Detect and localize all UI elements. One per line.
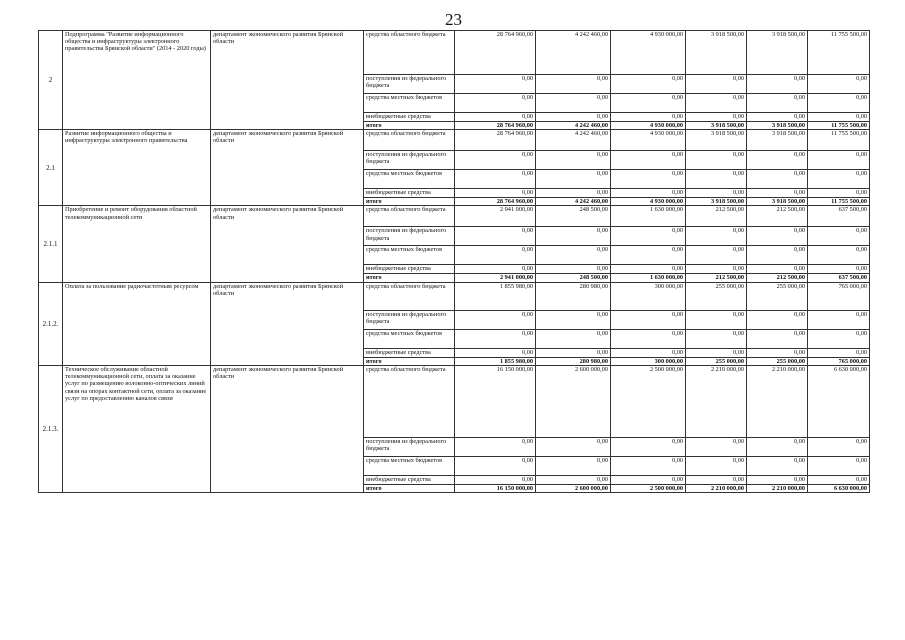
amount-cell: 4 242 460,00 — [536, 198, 611, 206]
amount-cell: 0,00 — [686, 437, 747, 456]
funding-source: средства областного бюджета — [364, 365, 455, 437]
budget-row — [39, 282, 870, 310]
amount-cell: 0,00 — [455, 189, 536, 198]
amount-cell: 280 980,00 — [536, 357, 611, 365]
amount-cell: 0,00 — [536, 437, 611, 456]
amount-cell: 28 764 960,00 — [455, 130, 536, 151]
amount-cell: 0,00 — [808, 310, 870, 329]
funding-source: средства областного бюджета — [364, 206, 455, 227]
amount-cell: 1 630 000,00 — [611, 274, 686, 282]
amount-cell: 0,00 — [611, 310, 686, 329]
amount-cell: 1 855 980,00 — [455, 357, 536, 365]
amount-cell: 0,00 — [686, 456, 747, 475]
funding-source: средства местных бюджетов — [364, 246, 455, 265]
funding-source: внебюджетные средства — [364, 113, 455, 122]
amount-cell: 0,00 — [536, 329, 611, 348]
budget-table — [38, 30, 870, 493]
funding-source: итого — [364, 198, 455, 206]
amount-cell: 0,00 — [611, 94, 686, 113]
funding-source: поступления из федерального бюджета — [364, 310, 455, 329]
amount-cell: 0,00 — [611, 437, 686, 456]
amount-cell: 0,00 — [611, 75, 686, 94]
amount-cell: 0,00 — [747, 227, 808, 246]
amount-cell: 0,00 — [747, 246, 808, 265]
amount-cell: 0,00 — [611, 151, 686, 170]
amount-cell: 0,00 — [747, 75, 808, 94]
funding-source: внебюджетные средства — [364, 348, 455, 357]
amount-cell: 0,00 — [808, 475, 870, 484]
amount-cell: 4 930 000,00 — [611, 130, 686, 151]
amount-cell: 0,00 — [747, 456, 808, 475]
amount-cell: 0,00 — [808, 189, 870, 198]
funding-source: итого — [364, 274, 455, 282]
amount-cell: 0,00 — [686, 94, 747, 113]
amount-cell: 0,00 — [611, 246, 686, 265]
amount-cell: 6 630 000,00 — [808, 365, 870, 437]
amount-cell: 2 500 000,00 — [611, 484, 686, 492]
amount-cell: 0,00 — [611, 113, 686, 122]
amount-cell: 0,00 — [611, 170, 686, 189]
amount-cell: 3 918 500,00 — [686, 130, 747, 151]
amount-cell: 212 500,00 — [747, 206, 808, 227]
amount-cell: 0,00 — [686, 348, 747, 357]
funding-source: итого — [364, 122, 455, 130]
amount-cell: 4 242 460,00 — [536, 31, 611, 75]
amount-cell: 2 210 000,00 — [686, 365, 747, 437]
amount-cell: 255 000,00 — [747, 282, 808, 310]
amount-cell: 0,00 — [747, 310, 808, 329]
amount-cell: 0,00 — [808, 170, 870, 189]
amount-cell: 0,00 — [747, 329, 808, 348]
amount-cell: 0,00 — [455, 94, 536, 113]
amount-cell: 765 000,00 — [808, 357, 870, 365]
item-executor: департамент экономического развития Брянской области — [211, 206, 364, 282]
amount-cell: 0,00 — [536, 246, 611, 265]
amount-cell: 0,00 — [808, 437, 870, 456]
amount-cell: 0,00 — [611, 227, 686, 246]
amount-cell: 3 918 500,00 — [747, 130, 808, 151]
amount-cell: 4 930 000,00 — [611, 122, 686, 130]
amount-cell: 0,00 — [686, 170, 747, 189]
amount-cell: 28 764 960,00 — [455, 198, 536, 206]
amount-cell: 28 764 960,00 — [455, 31, 536, 75]
amount-cell: 0,00 — [536, 310, 611, 329]
amount-cell: 0,00 — [747, 170, 808, 189]
funding-source: внебюджетные средства — [364, 475, 455, 484]
amount-cell: 0,00 — [455, 348, 536, 357]
amount-cell: 0,00 — [808, 456, 870, 475]
amount-cell: 6 630 000,00 — [808, 484, 870, 492]
amount-cell: 11 755 500,00 — [808, 31, 870, 75]
amount-cell: 0,00 — [808, 348, 870, 357]
amount-cell: 0,00 — [686, 265, 747, 274]
item-name: Развитие информационного общества и инфраструктуры электронного правительства — [63, 130, 211, 206]
amount-cell: 0,00 — [686, 329, 747, 348]
amount-cell: 0,00 — [747, 348, 808, 357]
amount-cell: 0,00 — [808, 94, 870, 113]
amount-cell: 0,00 — [686, 113, 747, 122]
funding-source: итого — [364, 357, 455, 365]
item-executor: департамент экономического развития Брянской области — [211, 365, 364, 492]
amount-cell: 0,00 — [455, 246, 536, 265]
amount-cell: 2 210 000,00 — [686, 484, 747, 492]
amount-cell: 3 918 500,00 — [686, 31, 747, 75]
amount-cell: 0,00 — [747, 475, 808, 484]
amount-cell: 0,00 — [455, 265, 536, 274]
amount-cell: 0,00 — [536, 348, 611, 357]
funding-source: поступления из федерального бюджета — [364, 227, 455, 246]
amount-cell: 0,00 — [686, 475, 747, 484]
amount-cell: 0,00 — [536, 456, 611, 475]
amount-cell: 0,00 — [808, 329, 870, 348]
funding-source: средства местных бюджетов — [364, 329, 455, 348]
amount-cell: 0,00 — [536, 151, 611, 170]
amount-cell: 2 600 000,00 — [536, 484, 611, 492]
amount-cell: 765 000,00 — [808, 282, 870, 310]
budget-row — [39, 206, 870, 227]
amount-cell: 0,00 — [455, 170, 536, 189]
amount-cell: 0,00 — [455, 227, 536, 246]
amount-cell: 3 918 500,00 — [686, 198, 747, 206]
amount-cell: 0,00 — [536, 475, 611, 484]
amount-cell: 0,00 — [808, 265, 870, 274]
amount-cell: 0,00 — [611, 475, 686, 484]
amount-cell: 0,00 — [808, 75, 870, 94]
amount-cell: 0,00 — [686, 189, 747, 198]
item-name: Подпрограмма "Развитие информационного общества и инфраструктуры электронного правительства Брянской области" (2014 - 2020 годы) — [63, 31, 211, 130]
amount-cell: 0,00 — [455, 310, 536, 329]
funding-source: поступления из федерального бюджета — [364, 75, 455, 94]
funding-source: средства местных бюджетов — [364, 94, 455, 113]
amount-cell: 11 755 500,00 — [808, 198, 870, 206]
amount-cell: 3 918 500,00 — [747, 31, 808, 75]
amount-cell: 0,00 — [536, 227, 611, 246]
item-name: Оплата за пользование радиочастотным ресурсом — [63, 282, 211, 365]
amount-cell: 11 755 500,00 — [808, 122, 870, 130]
amount-cell: 2 941 000,00 — [455, 206, 536, 227]
amount-cell: 0,00 — [536, 94, 611, 113]
item-name: Приобретение и ремонт оборудования областной телекоммуникационной сети — [63, 206, 211, 282]
amount-cell: 637 500,00 — [808, 274, 870, 282]
amount-cell: 0,00 — [455, 329, 536, 348]
item-index: 2.1.1 — [39, 206, 63, 282]
amount-cell: 255 000,00 — [686, 357, 747, 365]
amount-cell: 3 918 500,00 — [747, 122, 808, 130]
funding-source: средства областного бюджета — [364, 130, 455, 151]
amount-cell: 0,00 — [747, 94, 808, 113]
amount-cell: 0,00 — [455, 456, 536, 475]
amount-cell: 2 600 000,00 — [536, 365, 611, 437]
funding-source: поступления из федерального бюджета — [364, 437, 455, 456]
amount-cell: 0,00 — [611, 348, 686, 357]
amount-cell: 0,00 — [747, 189, 808, 198]
amount-cell: 3 918 500,00 — [686, 122, 747, 130]
amount-cell: 0,00 — [808, 113, 870, 122]
amount-cell: 3 918 500,00 — [747, 198, 808, 206]
item-index: 2 — [39, 31, 63, 130]
amount-cell: 0,00 — [808, 227, 870, 246]
item-index: 2.1.2. — [39, 282, 63, 365]
funding-source: поступления из федерального бюджета — [364, 151, 455, 170]
budget-row — [39, 365, 870, 437]
amount-cell: 4 242 460,00 — [536, 130, 611, 151]
amount-cell: 0,00 — [611, 329, 686, 348]
amount-cell: 0,00 — [536, 265, 611, 274]
amount-cell: 637 500,00 — [808, 206, 870, 227]
amount-cell: 0,00 — [536, 113, 611, 122]
amount-cell: 1 855 980,00 — [455, 282, 536, 310]
amount-cell: 248 500,00 — [536, 206, 611, 227]
funding-source: внебюджетные средства — [364, 265, 455, 274]
amount-cell: 0,00 — [455, 437, 536, 456]
amount-cell: 0,00 — [611, 265, 686, 274]
amount-cell: 0,00 — [747, 265, 808, 274]
amount-cell: 4 242 460,00 — [536, 122, 611, 130]
amount-cell: 4 930 000,00 — [611, 198, 686, 206]
amount-cell: 2 210 000,00 — [747, 365, 808, 437]
funding-source: средства областного бюджета — [364, 31, 455, 75]
amount-cell: 0,00 — [455, 113, 536, 122]
amount-cell: 248 500,00 — [536, 274, 611, 282]
amount-cell: 0,00 — [808, 151, 870, 170]
amount-cell: 16 150 000,00 — [455, 365, 536, 437]
amount-cell: 2 210 000,00 — [747, 484, 808, 492]
amount-cell: 1 630 000,00 — [611, 206, 686, 227]
budget-table-body — [39, 31, 870, 493]
funding-source: внебюджетные средства — [364, 189, 455, 198]
amount-cell: 0,00 — [686, 227, 747, 246]
amount-cell: 0,00 — [536, 170, 611, 189]
amount-cell: 212 500,00 — [686, 206, 747, 227]
amount-cell: 0,00 — [686, 310, 747, 329]
amount-cell: 300 000,00 — [611, 282, 686, 310]
amount-cell: 0,00 — [686, 246, 747, 265]
item-executor: департамент экономического развития Брянской области — [211, 282, 364, 365]
item-executor: департамент экономического развития Брянской области — [211, 31, 364, 130]
page-number: 23 — [445, 10, 462, 29]
amount-cell: 2 500 000,00 — [611, 365, 686, 437]
amount-cell: 0,00 — [455, 475, 536, 484]
amount-cell: 0,00 — [611, 456, 686, 475]
amount-cell: 0,00 — [747, 437, 808, 456]
amount-cell: 300 000,00 — [611, 357, 686, 365]
amount-cell: 212 500,00 — [686, 274, 747, 282]
item-executor: департамент экономического развития Брянской области — [211, 130, 364, 206]
item-index: 2.1.3. — [39, 365, 63, 492]
item-name: Техническое обслуживание областной телекоммуникационной сети, оплата за оказание услуг по размещению волоконно-оптических линий связи на опорах контактной сети, оплата за оказание услуг по предоставлению каналов связи — [63, 365, 211, 492]
amount-cell: 2 941 000,00 — [455, 274, 536, 282]
funding-source: средства местных бюджетов — [364, 456, 455, 475]
amount-cell: 0,00 — [455, 151, 536, 170]
amount-cell: 0,00 — [686, 75, 747, 94]
amount-cell: 11 755 500,00 — [808, 130, 870, 151]
budget-row — [39, 130, 870, 151]
funding-source: средства областного бюджета — [364, 282, 455, 310]
amount-cell: 0,00 — [536, 189, 611, 198]
amount-cell: 0,00 — [536, 75, 611, 94]
budget-row — [39, 31, 870, 75]
amount-cell: 255 000,00 — [686, 282, 747, 310]
amount-cell: 0,00 — [686, 151, 747, 170]
amount-cell: 0,00 — [611, 189, 686, 198]
amount-cell: 255 000,00 — [747, 357, 808, 365]
amount-cell: 0,00 — [808, 246, 870, 265]
amount-cell: 4 930 000,00 — [611, 31, 686, 75]
funding-source: средства местных бюджетов — [364, 170, 455, 189]
amount-cell: 0,00 — [747, 113, 808, 122]
amount-cell: 280 980,00 — [536, 282, 611, 310]
amount-cell: 0,00 — [455, 75, 536, 94]
funding-source: итого — [364, 484, 455, 492]
item-index: 2.1 — [39, 130, 63, 206]
amount-cell: 0,00 — [747, 151, 808, 170]
amount-cell: 28 764 960,00 — [455, 122, 536, 130]
amount-cell: 16 150 000,00 — [455, 484, 536, 492]
amount-cell: 212 500,00 — [747, 274, 808, 282]
